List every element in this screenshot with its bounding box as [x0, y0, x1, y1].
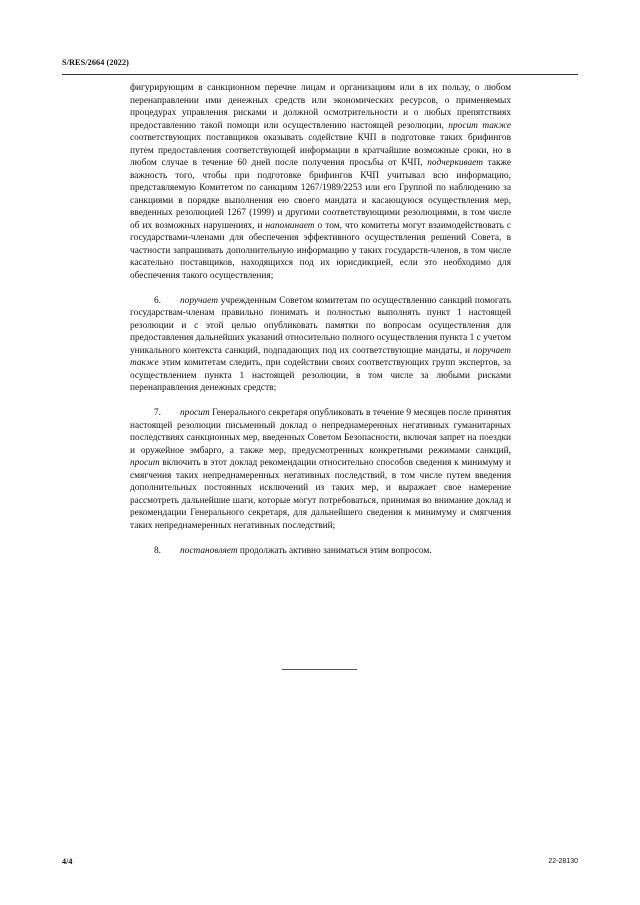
para5-text-3: также важность того, чтобы при подготовке брифингов КЧП учитывал всю информацию, представляемую Комитетом по санкциям 1267/1989/2253 или его Группой по наблюдению за санкциями в порядке выполнения ею своего мандата и касающуюся осуществления мер, введенных резолюцией 1267 (1999) и другими соответствующими резолюциями, в том числе об их возможных нарушениях, и	[130, 158, 511, 231]
para6-text-2: этим комитетам следить, при содействии своих соответствующих групп экспертов, за осуществлением пункта 1 настоящей резолюции, в том числе за любыми рисками перенаправления денежных средств;	[130, 358, 511, 393]
end-of-document-rule	[282, 669, 357, 670]
para5-verb-2: подчеркивает	[427, 158, 483, 168]
header-rule	[62, 74, 578, 75]
para7-text-2: включить в этот доклад рекомендации относительно способов сведения к минимуму и смягчения таких непреднамеренных негативных последствий, в том числе путем введения дополнительных постоянных исключений из таких мер, и выражает свое намерение рассмотреть дальнейшие шаги, которые могут потребоваться, принимая во внимание доклад и рекомендации Генерального секретаря, для дальнейшего сведения к минимуму и смягчения таких непреднамеренных негативных последствий;	[130, 458, 511, 531]
para8-verb-1: постановляет	[180, 545, 238, 556]
paragraph-6	[130, 295, 511, 395]
para8-text-1: продолжать активно заниматься этим вопросом.	[237, 545, 432, 556]
para5-text-4: о том, что комитеты могут взаимодействовать с государствами-членами для обеспечения эффективного осуществления решений Совета, в частности запрашивать дополнительную информацию у таких государств-членов, в том числе касательно поставщиков, находящихся под их юрисдикцией, если это необходимо для обеспечения такого осуществления;	[130, 220, 511, 281]
paragraph-7	[130, 407, 511, 532]
para6-text-1: учрежденным Советом комитетам по осуществлению санкций помогать государствам-членам правильно понимать и полностью выполнять пункт 1 настоящей резолюции и с этой целью опубликовать памятки по вопросам осуществления для предоставления дальнейших указаний относительно полного осуществления пункта 1 с учетом уникального контекста санкций, подпадающих под их соответствующие мандаты, и	[130, 295, 511, 356]
para5-text-1: фигурирующим в санкционном перечне лицам и организациям или в их пользу, о любом перенаправлении ими денежных средств или экономических ресурсов, о применяемых процедурах управления рисками и должной осмотрительности и о любых препятствиях предоставлению такой помощи или осуществлению настоящей резолюции,	[130, 83, 511, 131]
resolution-body	[130, 82, 511, 570]
paragraph-5-continuation	[130, 82, 511, 282]
para7-text-1: Генерального секретаря опубликовать в течение 9 месяцев после принятия настоящей резолюции письменный доклад о непреднамеренных негативных гуманитарных последствиях санкционных мер, введенных Советом Безопасности, включая запрет на поездки и оружейное эмбарго, а также мер, предусмотренных конкретными режимами санкций,	[130, 408, 511, 456]
para5-text-2: соответствующих поставщиков оказывать содействие КЧП в подготовке таких брифингов путем предоставления соответствующей информации в кратчайшие возможные сроки, но в любом случае в течение 60 дней после получения просьбы от КЧП,	[130, 133, 511, 168]
para7-verb-1: просит	[180, 408, 210, 418]
para8-number: 8.	[154, 545, 162, 556]
para5-verb-3: напоминает	[265, 220, 315, 231]
para6-number: 6.	[154, 295, 162, 306]
page-number: 4/4	[62, 857, 73, 866]
para6-verb-1: поручает	[180, 295, 218, 306]
paragraph-8	[130, 545, 511, 558]
para6-verb-2: поручает также	[130, 345, 511, 368]
para7-verb-2: просит	[130, 458, 160, 468]
document-symbol: S/RES/2664 (2022)	[62, 58, 129, 67]
para5-verb-1: просит также	[448, 120, 511, 131]
para7-number: 7.	[154, 408, 162, 418]
job-number: 22-28130	[548, 858, 578, 865]
